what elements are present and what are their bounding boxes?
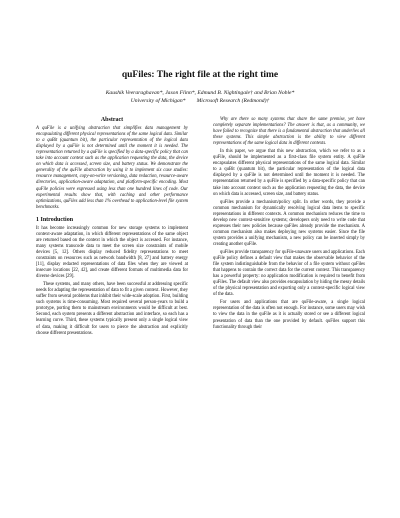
right-paragraph-3: quFiles provide a mechanism/policy split. In other words, they provide a common mechanism for dynamically resolving logical data items to specific representations in different contexts. A common mechanism reduces the time to develop new context-sensitive systems; developers only need to write code that expresses their new policies because quFiles already provide the mechanism. A common mechanism also makes deploying new systems easier. Since the file system provides a unifying mechanism, a new policy can be inserted simply by creating another quFile. [213,199,365,247]
author-block [0,89,400,105]
right-paragraph-1: Why are there so many systems that share the same premise, yet have completely separate implementations? The answer is that, as a community, we have failed to recognize that there is a fundamental abstraction that underlies all these systems. This simple abstraction is the ability to view different representations of the same logical data in different contexts. [213,117,365,147]
author-names: Kaushik Veeraraghavan*, Jason Flinn*, Edmund B. Nightingale† and Brian Noble* [105,90,295,96]
intro-paragraph-1: It has become increasingly common for new storage systems to implement context-aware adaptation, in which different representations of the same object are returned based on the context in which the object is accessed. For instance, many systems transcode data to meet the screen size constraints of mobile devices [5, 12]. Others display reduced fidelity representations to meet constraints on resources such as network bandwidth [8, 27] and battery energy [11], display redacted representations of data files when they are viewed at insecure locations [22, 42], and create different formats of multimedia data for diverse devices [29]. [36,225,188,280]
right-paragraph-2: In this paper, we argue that this new abstraction, which we refer to as a quFile, should be implemented as a first-class file system entity. A quFile encapsulates different physical representations of the same logical data. Similar to a quBit (quantum bit), the particular representation of the logical data displayed by a quFile is not determined until the moment it is needed. The representation returned by a quFile is specified by a data-specific policy that can take into account context such as the application requesting the data, the device on which data is accessed, screen size, and battery status. [213,149,365,197]
abstract-heading: Abstract [100,117,124,123]
intro-paragraph-2: These systems, and many others, have been successful at addressing specific needs for adapting the representation of data to fit a given context. However, they suffer from several problems that inhibit their wide-scale adoption. First, building such systems is time-consuming. Most required several person-years to build a prototype, porting them to mainstream environments would be difficult at best. Second, each system presents a different abstraction and interface, so each has a learning curve. Third, these systems typically present only a single logical view of data, making it difficult for users to pierce the abstraction and explicitly choose different presentations. [36,282,188,336]
left-column [36,117,188,339]
right-column [213,117,365,333]
right-paragraph-5: For users and applications that are quFile-aware, a single logical representation of the data is often not enough. For instance, some users may wish to view the data in the quFile as it is actually stored or see a different logical presentation of data than the one provided by default. quFiles support this functionality through their [213,300,365,330]
abstract-text: A quFile is a unifying abstraction that simplifies data management by encapsulating different physical representations of the same logical data. Similar to a quBit (quantum bit), the particular representation of the logical data displayed by a quFile is not determined until the moment it is needed. The representation returned by a quFile is specified by a data-specific policy that can take into account context such as the application requesting the data, the device on which data is accessed, screen size, and battery status. We demonstrate the generality of the quFile abstraction by using it to implement six case studies: resource management, copy-on-write versioning, data redaction, resource-aware directories, application-aware adaptation, and platform-specific encoding. Most quFile policies were expressed using less than one hundred lines of code. Our experimental results show that, with caching and other performance optimizations, quFiles add less than 1% overhead to application-level file system benchmarks. [36,126,188,210]
section-heading-introduction: 1 Introduction [36,216,74,223]
author-affiliations: University of Michigan* Microsoft Research (Redmond)† [130,98,270,104]
paper-title: quFiles: The right file at the right time [121,70,279,80]
right-paragraph-4: quFiles provide transparency for quFile-unaware users and applications. Each quFile policy defines a default view that makes the observable behavior of the file system indistinguishable from the behavior of a file system without quFiles that happens to contain the correct data for the current context. This transparency has a powerful property: no application modification is required to benefit from quFiles. The default view also provides encapsulation by hiding the messy details of the physical representation and exporting only a context-specific logical view of the data. [213,249,365,298]
